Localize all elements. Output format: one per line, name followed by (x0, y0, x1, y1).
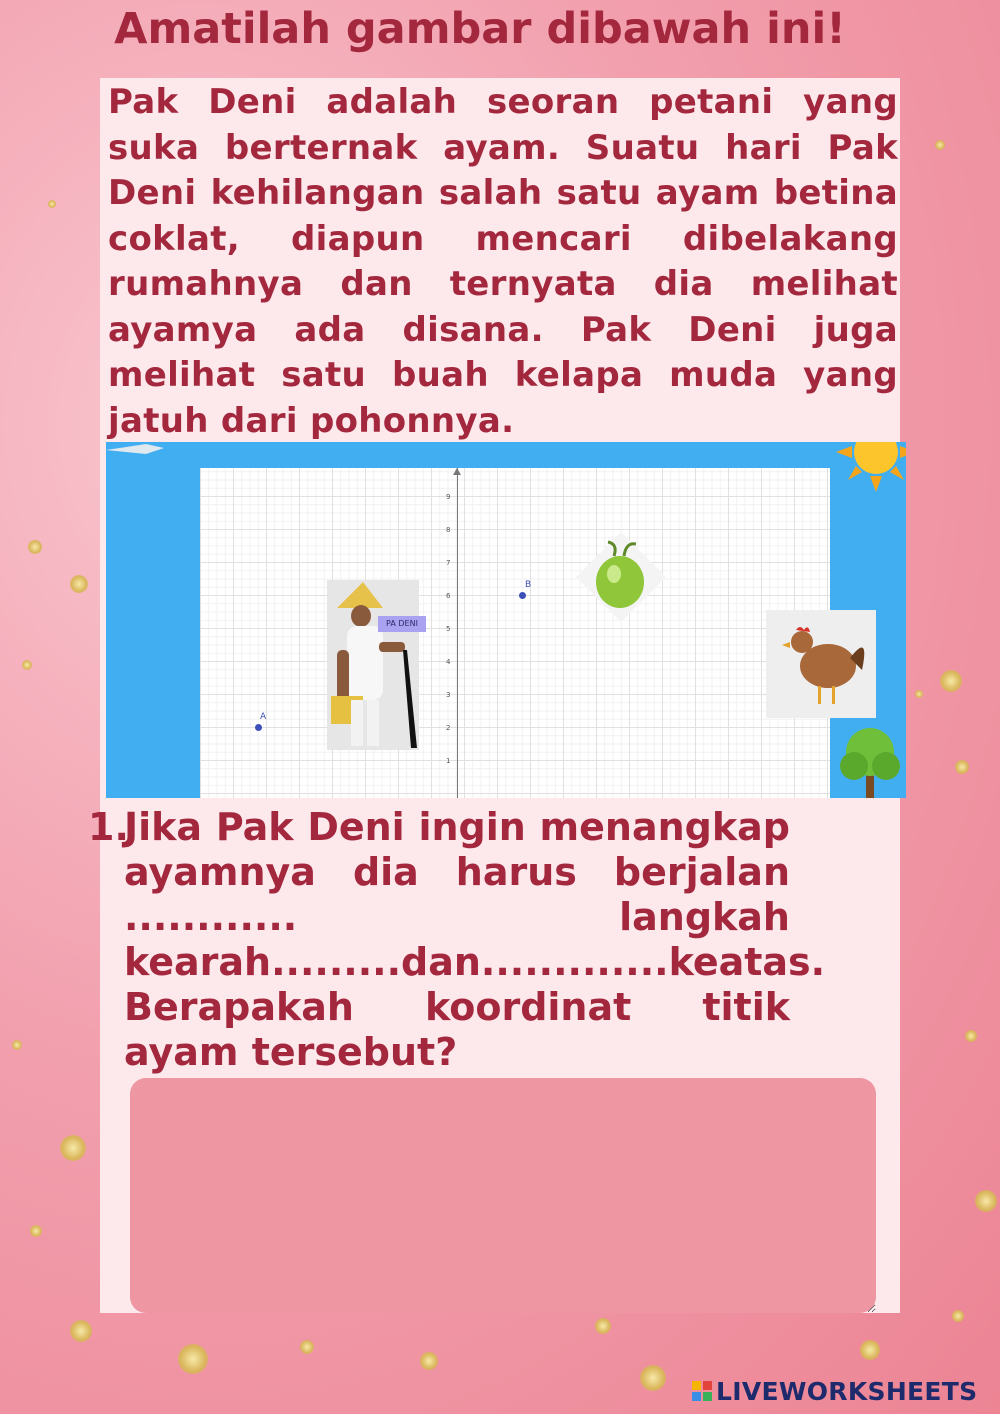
y-tick: 2 (446, 724, 451, 732)
y-tick: 6 (446, 592, 451, 600)
y-axis (457, 468, 458, 798)
question-text: Jika Pak Deni ingin menangkap ayamnya dia harus berjalan ............ langkah kearah.........dan.............keatas. Berapakah koordinat titik ayam tersebut? (124, 805, 826, 1074)
y-axis-arrow-icon (453, 468, 461, 475)
sun-icon (836, 442, 906, 492)
tree-icon (834, 724, 906, 798)
y-tick: 4 (446, 658, 451, 666)
chicken-picture (766, 610, 876, 718)
coordinate-figure (106, 442, 906, 798)
question-number: 1. (88, 805, 129, 849)
y-tick: 9 (446, 493, 451, 501)
y-tick: 7 (446, 559, 451, 567)
question-1 (88, 805, 826, 1075)
bird-icon (106, 442, 166, 458)
liveworksheets-logo-icon (692, 1381, 712, 1401)
logo-text: LIVEWORKSHEETS (716, 1376, 978, 1406)
point-b (519, 592, 526, 599)
point-b-label: B (525, 580, 532, 590)
y-tick: 3 (446, 691, 451, 699)
answer-field[interactable] (130, 1078, 876, 1313)
point-a-label: A (260, 712, 267, 722)
coconut-picture (574, 530, 668, 624)
liveworksheets-logo (692, 1374, 977, 1408)
farmer-label: PA DENI (378, 616, 426, 632)
chicken-icon (766, 610, 876, 718)
farmer-icon (327, 580, 419, 750)
point-a (255, 724, 262, 731)
coordinate-grid (200, 468, 830, 798)
farmer-picture (327, 580, 419, 750)
y-tick: 1 (446, 757, 451, 765)
y-tick: 5 (446, 625, 451, 633)
page-heading: Amatilah gambar dibawah ini! (114, 4, 846, 54)
y-tick: 8 (446, 526, 451, 534)
coconut-icon (574, 530, 668, 624)
story-paragraph: Pak Deni adalah seoran petani yang suka berternak ayam. Suatu hari Pak Deni kehilangan salah satu ayam betina coklat, diapun mencari dibelakang rumahnya dan ternyata dia melihat ayamya ada disana. Pak Deni juga melihat satu buah kelapa muda yang jatuh dari pohonnya. (108, 82, 898, 441)
